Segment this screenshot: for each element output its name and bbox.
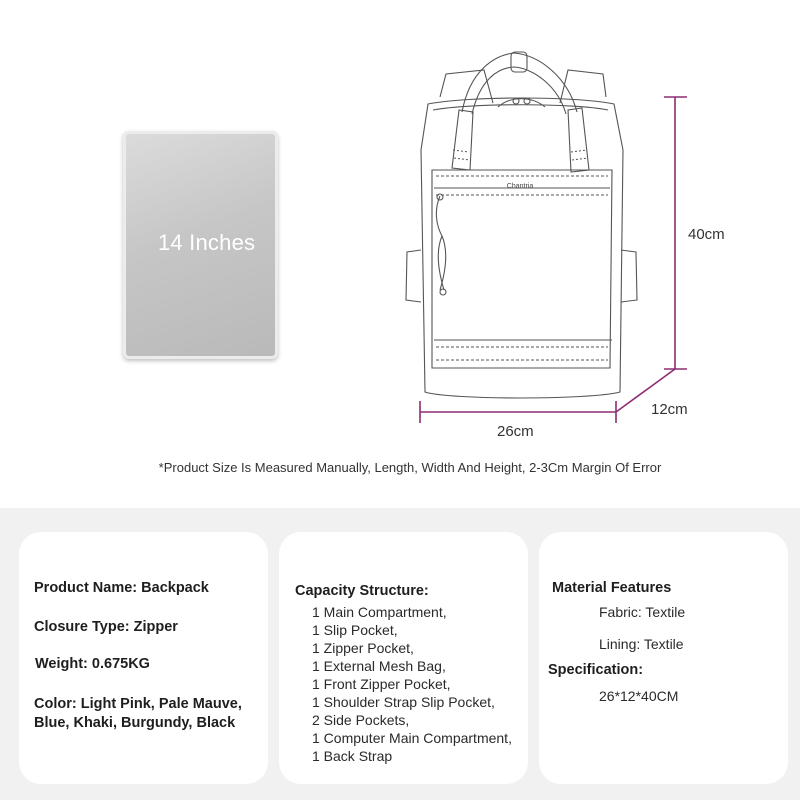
specification-title: Specification: [548, 662, 644, 678]
capacity-item: 1 Zipper Pocket, [312, 640, 414, 656]
color-line-1: Color: Light Pink, Pale Mauve, [34, 696, 242, 712]
product-info-card [19, 532, 268, 784]
brand-label: Chantria [506, 183, 534, 190]
material-card [539, 532, 788, 784]
capacity-card [279, 532, 528, 784]
material-title: Material Features [552, 580, 672, 596]
capacity-item: 1 Computer Main Compartment, [312, 730, 512, 746]
fabric-value: Fabric: Textile [599, 604, 686, 620]
product-name: Product Name: Backpack [34, 580, 209, 596]
measurement-note: *Product Size Is Measured Manually, Length, Width And Height, 2-3Cm Margin Of Error [158, 460, 662, 475]
capacity-title: Capacity Structure: [295, 583, 429, 599]
laptop-size-label: 14 Inches [158, 230, 256, 255]
capacity-item: 1 Back Strap [312, 748, 393, 764]
backpack-illustration [406, 52, 637, 398]
closure-type: Closure Type: Zipper [34, 619, 178, 635]
width-dimension-label: 26cm [497, 423, 534, 440]
capacity-item: 1 Main Compartment, [312, 604, 447, 620]
capacity-item: 1 External Mesh Bag, [312, 658, 446, 674]
height-dimension-label: 40cm [688, 226, 725, 243]
capacity-item: 1 Slip Pocket, [312, 622, 398, 638]
specification-value: 26*12*40CM [599, 688, 679, 704]
capacity-item: 1 Front Zipper Pocket, [312, 676, 451, 692]
depth-dimension-label: 12cm [651, 401, 688, 418]
lining-value: Lining: Textile [599, 636, 684, 652]
capacity-item: 2 Side Pockets, [312, 712, 410, 728]
color-line-2: Blue, Khaki, Burgundy, Black [34, 715, 236, 731]
capacity-item: 1 Shoulder Strap Slip Pocket, [312, 694, 495, 710]
weight: Weight: 0.675KG [35, 656, 150, 672]
dimension-lines [420, 97, 687, 423]
